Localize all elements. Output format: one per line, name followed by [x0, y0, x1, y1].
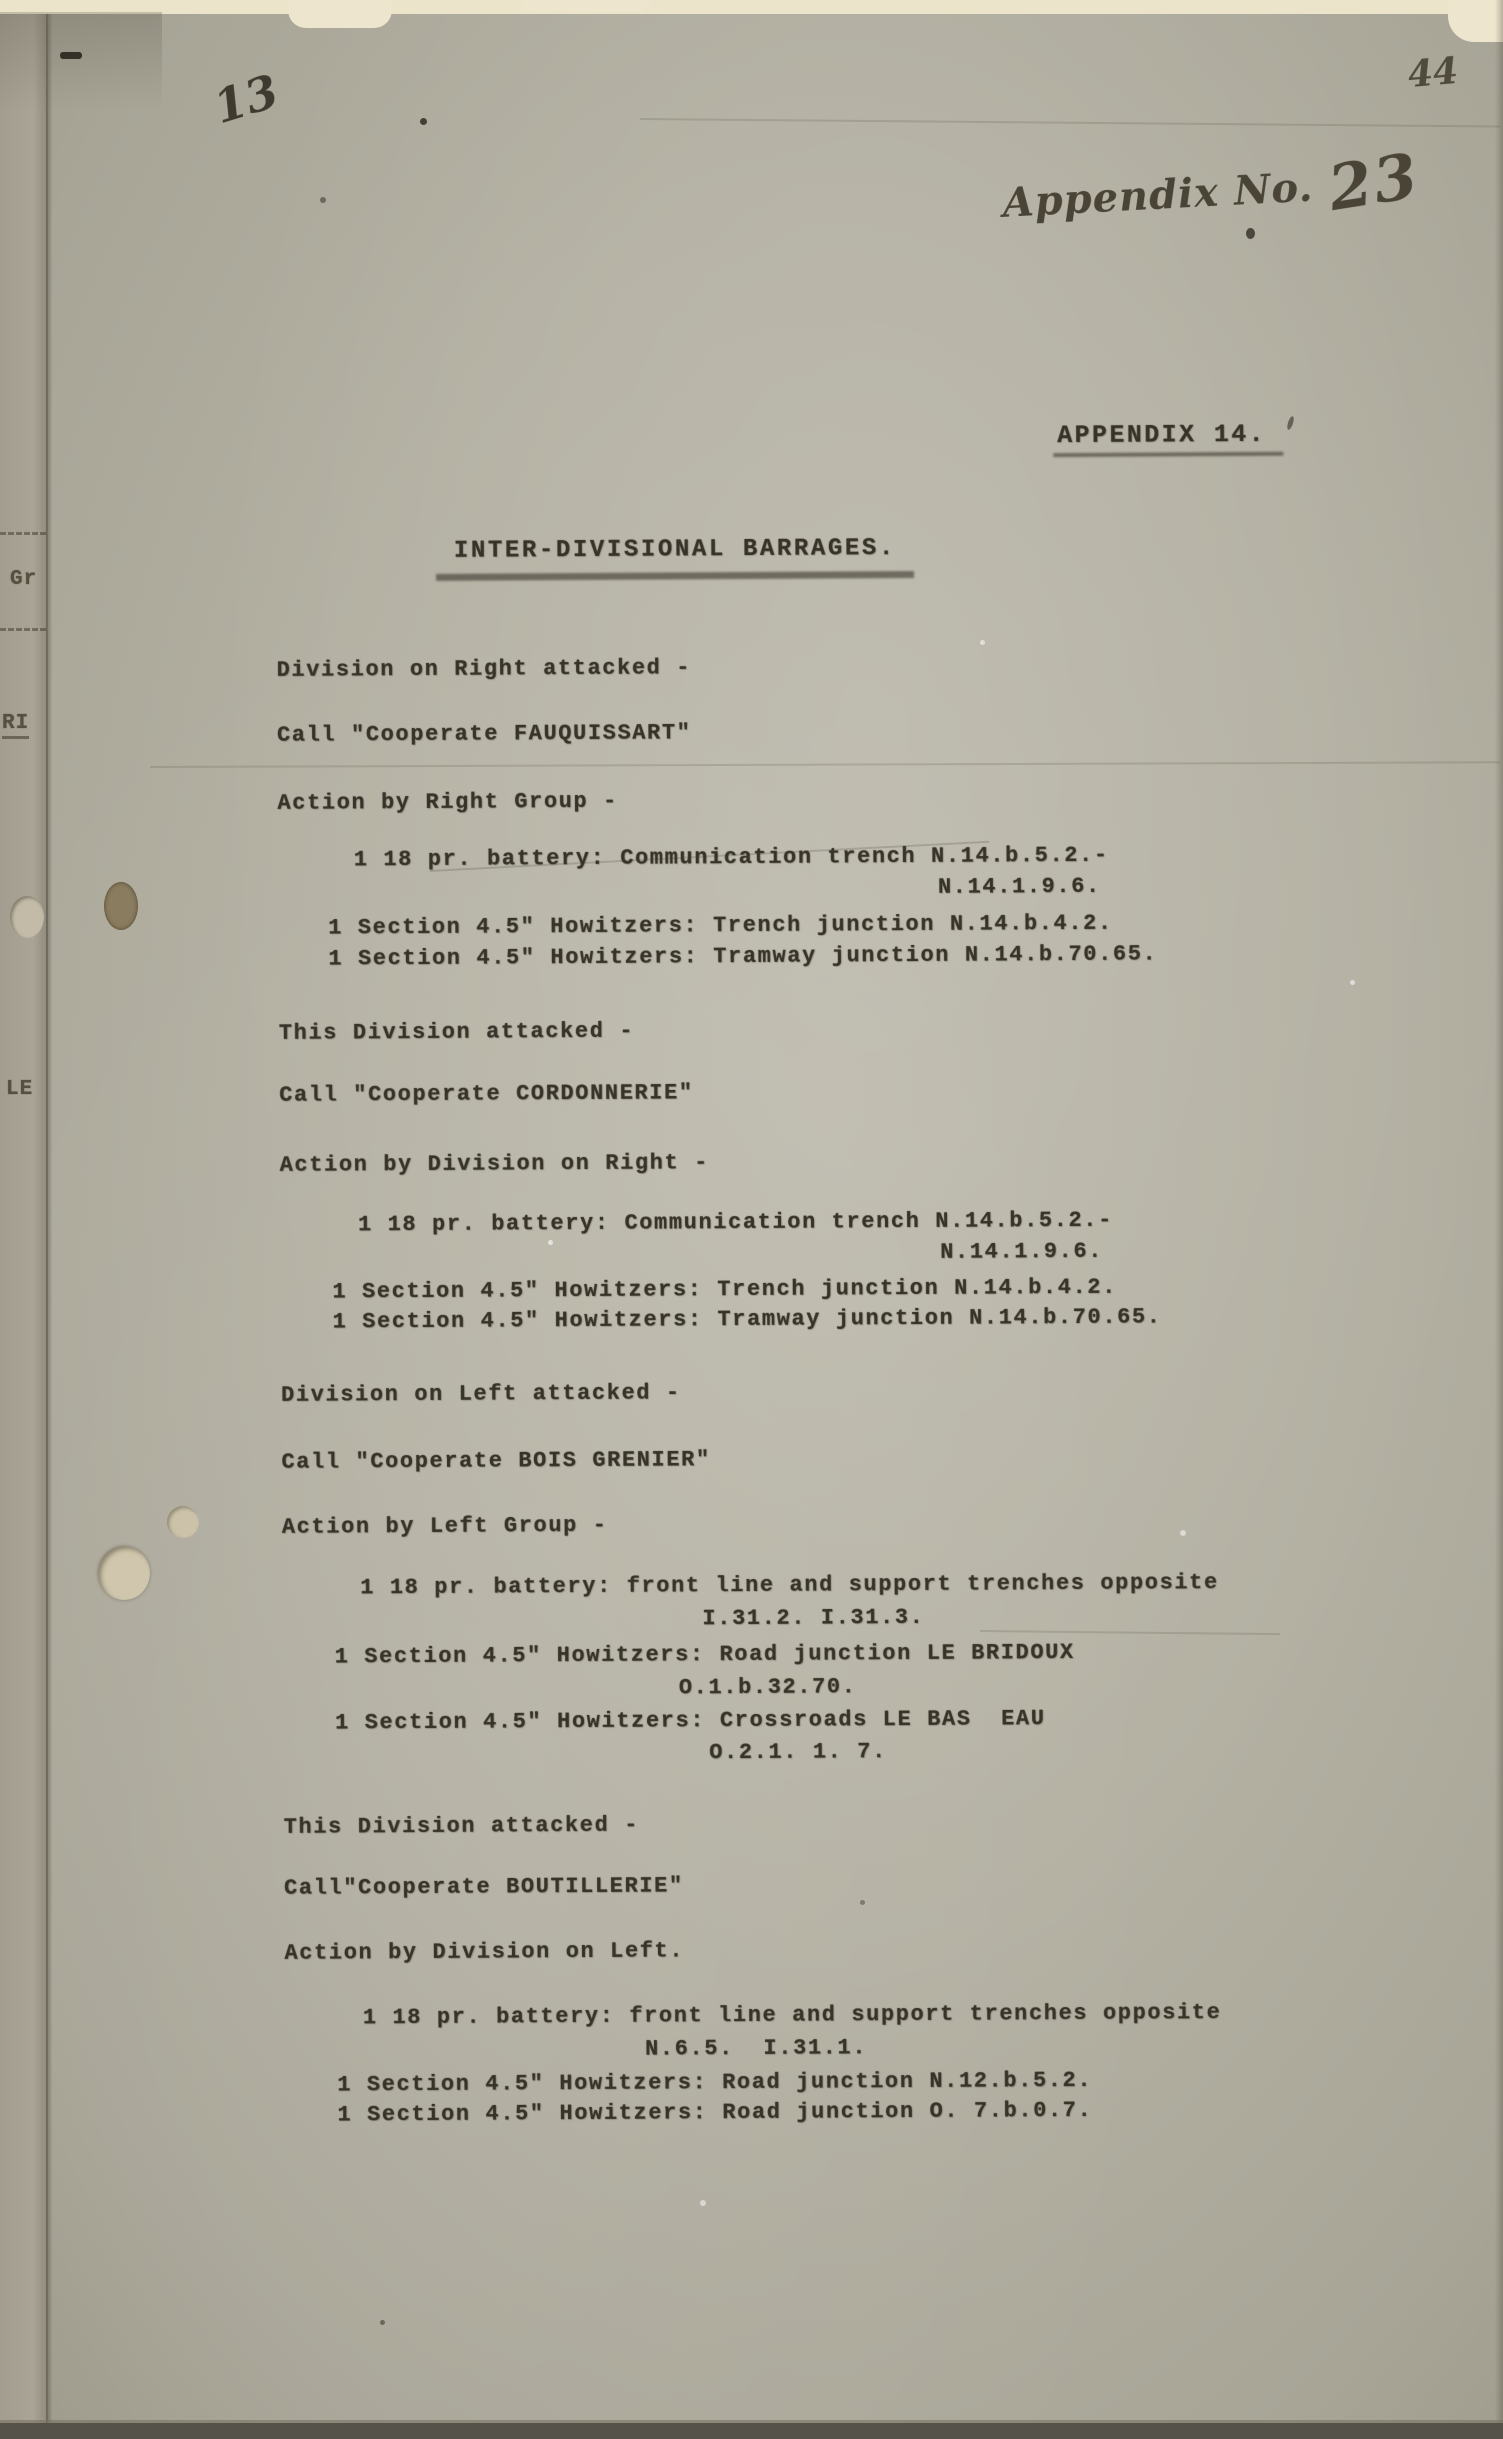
- section-1-call: Call "Cooperate FAUQUISSART": [276, 720, 692, 748]
- page-title-underline: [436, 571, 914, 581]
- section-2-line-3: 1 Section 4.5" Howitzers: Trench junction N.14.b.4.2.: [332, 1274, 1118, 1305]
- section-3-line-1: 1 18 pr. battery: front line and support trenches opposite: [360, 1570, 1219, 1601]
- page-title: INTER-DIVISIONAL BARRAGES.: [453, 535, 897, 565]
- section-1-line-3: 1 Section 4.5" Howitzers: Trench junction N.14.b.4.2.: [328, 910, 1113, 941]
- section-1-line-1: 1 18 pr. battery: Communication trench N.14.b.5.2.-: [353, 842, 1109, 873]
- section-4-heading: This Division attacked -: [283, 1812, 640, 1840]
- section-3-line-6: O.2.1. 1. 7.: [709, 1739, 887, 1766]
- section-4-line-2: N.6.5. I.31.1.: [644, 2035, 868, 2062]
- margin-fragment-le: LE: [6, 1078, 34, 1101]
- section-2-line-4: 1 Section 4.5" Howitzers: Tramway junction N.14.b.70.65.: [332, 1304, 1162, 1335]
- section-1-heading: Division on Right attacked -: [276, 655, 692, 683]
- section-4-line-1: 1 18 pr. battery: front line and support trenches opposite: [362, 2000, 1222, 2031]
- section-1-action: Action by Right Group -: [277, 788, 618, 816]
- appendix-annotation-number: 23: [1323, 138, 1424, 226]
- section-3-line-5: 1 Section 4.5" Howitzers: Crossroads LE BAS EAU: [334, 1706, 1046, 1736]
- section-1-line-2: N.14.1.9.6.: [937, 873, 1101, 900]
- stamped-page-number: 44: [1406, 49, 1460, 97]
- section-2-heading: This Division attacked -: [278, 1018, 635, 1046]
- section-2-call: Call "Cooperate CORDONNERIE": [279, 1080, 694, 1108]
- section-2-line-2: N.14.1.9.6.: [940, 1238, 1104, 1265]
- margin-fragment-ri: RI: [2, 712, 29, 739]
- handwritten-page-number: 13: [207, 63, 285, 135]
- appendix-heading-underline: [1053, 452, 1283, 457]
- section-3-line-2: I.31.2. I.31.3.: [702, 1604, 925, 1632]
- section-1-line-4: 1 Section 4.5" Howitzers: Tramway junction N.14.b.70.65.: [328, 941, 1158, 972]
- section-4-line-4: 1 Section 4.5" Howitzers: Road junction O. 7.b.0.7.: [337, 2097, 1093, 2128]
- section-4-action: Action by Division on Left.: [284, 1938, 685, 1966]
- section-3-line-3: 1 Section 4.5" Howitzers: Road junction LE BRIDOUX: [334, 1640, 1075, 1670]
- section-3-action: Action by Left Group -: [281, 1512, 608, 1540]
- appendix-annotation-label: Appendix No.: [1001, 163, 1315, 227]
- section-3-line-4: O.1.b.32.70.: [678, 1674, 857, 1701]
- section-4-call: Call"Cooperate BOUTILLERIE": [284, 1873, 684, 1901]
- appendix-heading: APPENDIX 14.: [1057, 419, 1267, 451]
- section-3-heading: Division on Left attacked -: [280, 1380, 681, 1408]
- margin-fragment-gr: Gr: [10, 568, 38, 591]
- section-3-call: Call "Cooperate BOIS GRENIER": [281, 1447, 711, 1475]
- section-4-line-3: 1 Section 4.5" Howitzers: Road junction N.12.b.5.2.: [337, 2067, 1093, 2098]
- section-2-line-1: 1 18 pr. battery: Communication trench N.14.b.5.2.-: [357, 1207, 1114, 1238]
- section-2-action: Action by Division on Right -: [279, 1150, 709, 1178]
